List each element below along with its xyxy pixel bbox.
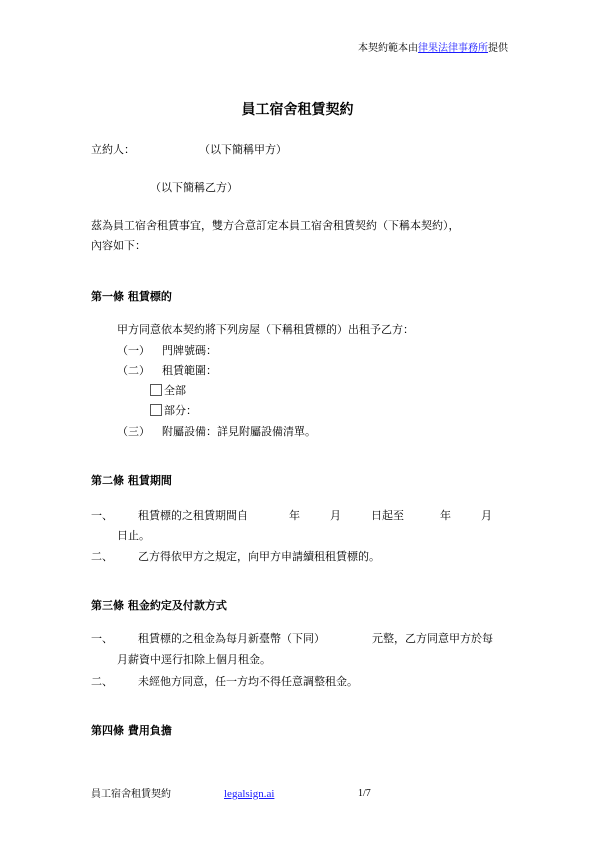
article-2-p1-month: 月	[330, 509, 341, 522]
article-2-heading: 第二條 租賃期間	[91, 474, 172, 487]
header-note	[358, 42, 508, 55]
option-all-label: 全部	[164, 384, 186, 397]
article-1-lead: 甲方同意依本契約將下列房屋（下稱租賃標的）出租予乙方：	[117, 323, 414, 336]
header-note-prefix: 本契約範本由	[358, 43, 418, 54]
article-2-p1-no: 一、	[91, 509, 113, 522]
article-1-item-1-no: （一）	[117, 344, 150, 357]
article-3-p2-no: 二、	[91, 675, 113, 688]
article-2-p2-text: 乙方得依甲方之規定，向甲方申請續租租賃標的。	[138, 550, 380, 563]
article-1-item-2-no: （二）	[117, 364, 150, 377]
header-note-suffix: 提供	[488, 43, 508, 54]
article-3-p1-b: 元整，乙方同意甲方於每	[372, 632, 493, 645]
article-4-heading: 第四條 費用負擔	[91, 724, 172, 737]
intro-line-1: 茲為員工宿舍租賃事宜，雙方合意訂定本員工宿舍租賃契約（下稱本契約），	[91, 219, 460, 232]
article-1-heading: 第一條 租賃標的	[91, 290, 172, 303]
article-1-item-2-text: 租賃範圍：	[162, 364, 217, 377]
checkbox-all[interactable]	[150, 384, 162, 396]
footer-page-number: 1/7	[358, 788, 371, 799]
page-title: 員工宿舍租賃契約	[241, 102, 354, 118]
party-a-suffix: （以下簡稱甲方）	[199, 143, 287, 156]
article-3-heading: 第三條 租金約定及付款方式	[91, 599, 227, 612]
party-b-suffix: （以下簡稱乙方）	[150, 181, 238, 194]
article-2-p1-year-2: 年	[440, 509, 451, 522]
article-2-p1-day-from: 日起至	[371, 509, 404, 522]
article-3-p2-text: 未經他方同意，任一方均不得任意調整租金。	[138, 675, 358, 688]
article-3-p1-a: 租賃標的之租金為每月新臺幣（下同）	[138, 632, 325, 645]
article-3-p1-no: 一、	[91, 632, 113, 645]
party-a-label: 立約人：	[91, 143, 135, 156]
option-part-label: 部分：	[164, 404, 197, 417]
article-2-p1-cont: 日止。	[117, 529, 150, 542]
option-part	[150, 404, 197, 418]
footer-doc-name: 員工宿舍租賃契約	[91, 789, 171, 800]
footer-site-link[interactable]: legalsign.ai	[224, 788, 275, 800]
article-2-p2-no: 二、	[91, 550, 113, 563]
intro-line-2: 內容如下：	[91, 239, 146, 252]
article-3-p1-cont: 月薪資中逕行扣除上個月租金。	[117, 653, 271, 666]
article-1-item-1-text: 門牌號碼：	[162, 344, 217, 357]
option-all	[150, 384, 186, 398]
article-1-item-3-text: 附屬設備：詳見附屬設備清單。	[162, 425, 316, 438]
checkbox-part[interactable]	[150, 404, 162, 416]
article-1-item-3-no: （三）	[117, 425, 150, 438]
article-2-p1-month-2: 月	[481, 509, 492, 522]
article-2-p1-year: 年	[289, 509, 300, 522]
article-2-p1-a: 租賃標的之租賃期間自	[138, 509, 248, 522]
law-firm-link[interactable]: 律果法律事務所	[418, 43, 488, 54]
